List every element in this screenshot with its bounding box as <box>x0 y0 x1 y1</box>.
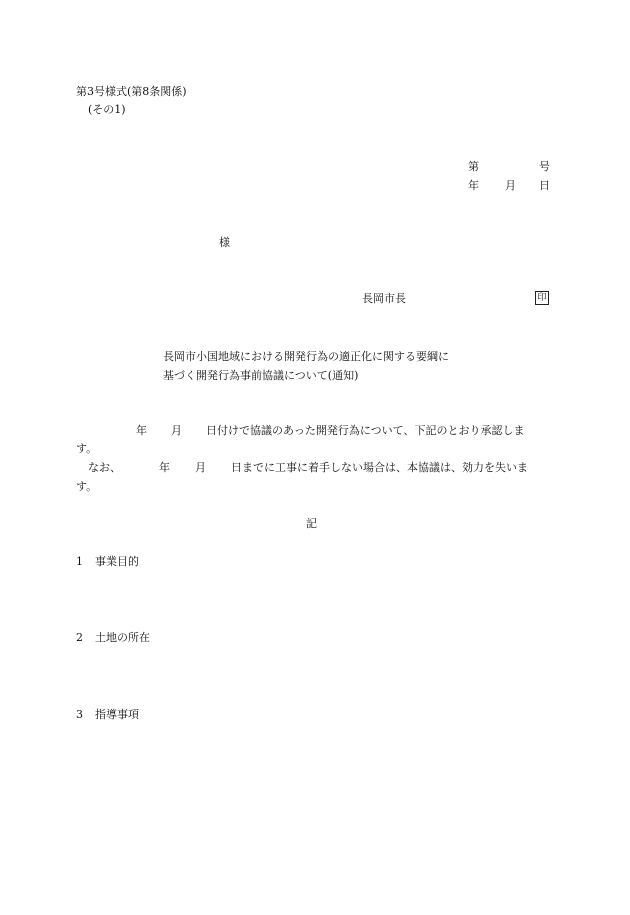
sub-number: (その1) <box>88 103 126 116</box>
date-year: 年 <box>468 179 479 192</box>
item-1-number: 1 <box>76 555 83 568</box>
p2-start: なお、 <box>88 461 121 474</box>
seal-stamp: 印 <box>535 291 549 305</box>
item-3-label: 指導事項 <box>95 708 139 721</box>
item-2-number: 2 <box>76 631 83 644</box>
date-month: 月 <box>505 179 516 192</box>
subject-line-2: 基づく開発行為事前協議について(通知) <box>163 369 359 382</box>
doc-number-go: 号 <box>539 160 550 173</box>
sender-title: 長岡市長 <box>362 292 406 305</box>
p1-continuation: す。 <box>76 442 98 455</box>
p1-month: 月 <box>171 424 182 437</box>
p1-year: 年 <box>136 424 147 437</box>
p2-year: 年 <box>159 461 170 474</box>
subject-line-1: 長岡市小国地域における開発行為の適正化に関する要綱に <box>163 350 449 363</box>
p2-month: 月 <box>195 461 206 474</box>
doc-number-dai: 第 <box>468 160 479 173</box>
addressee-honorific: 様 <box>219 236 230 249</box>
p2-text: 日までに工事に着手しない場合は、本協議は、効力を失いま <box>231 461 528 474</box>
date-day: 日 <box>539 179 550 192</box>
p2-continuation: す。 <box>76 480 98 493</box>
p1-text: 日付けで協議のあった開発行為について、下記のとおり承認しま <box>206 424 525 437</box>
ki-heading: 記 <box>306 517 317 530</box>
item-2-label: 土地の所在 <box>95 631 150 644</box>
form-number: 第3号様式(第8条関係) <box>76 85 187 98</box>
item-1-label: 事業目的 <box>95 555 139 568</box>
item-3-number: 3 <box>76 708 83 721</box>
